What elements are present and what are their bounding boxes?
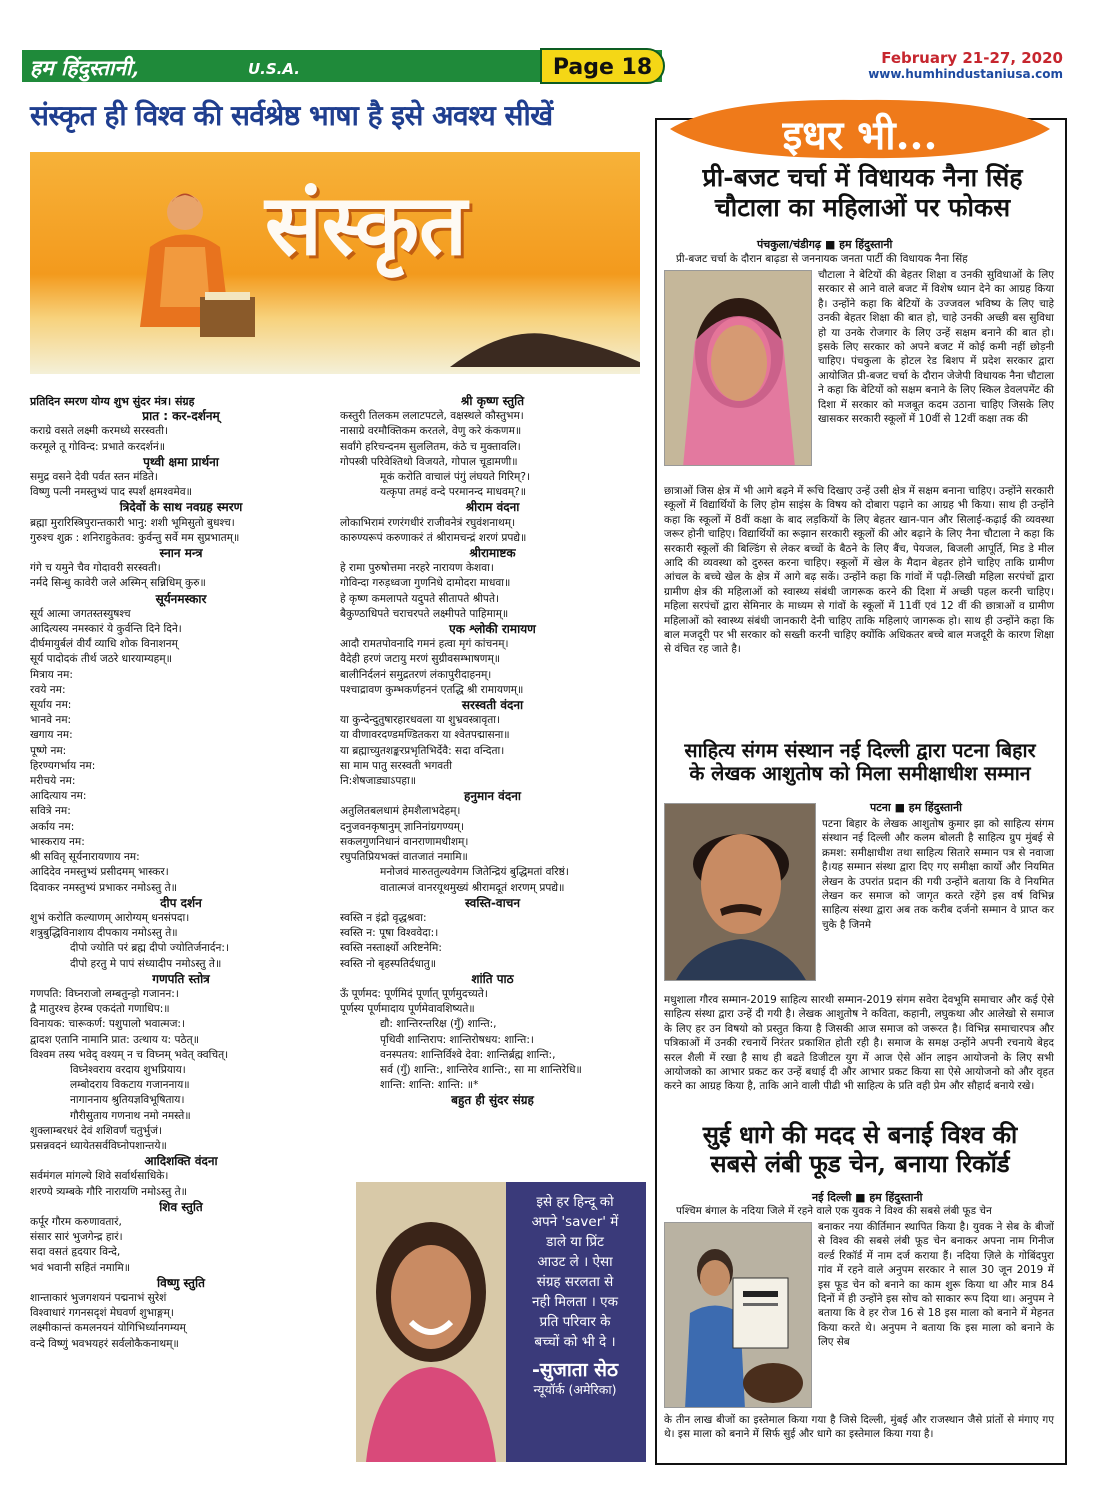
mantra-line: गोपस्त्री परिवेश्तिथो विजयते, गोपाल चूडामणी॥: [340, 455, 518, 468]
section-heading: दीप दर्शन: [160, 895, 202, 910]
record-holder-photo-icon: [665, 1223, 812, 1408]
naina-chautala-photo: [664, 270, 812, 466]
mantra-line: दीपो ज्योति परं ब्रह्म दीपो ज्योतिर्जनार्दन:।: [70, 942, 230, 955]
mantra-line: नागाननाय श्रुतियज्ञविभूषिताय।: [70, 1094, 185, 1107]
mantra-line: वैदेही हरणं जटायु मरणं सुग्रीवसम्भाषणम्॥: [340, 653, 501, 666]
mantra-line: गणपति: विघ्नराजो लम्बतुन्ड़ो गजानन:।: [30, 987, 179, 1000]
mantra-line: पृथिवी शान्तिराप: शान्तिरोषधय: शान्ति:।: [380, 1033, 534, 1046]
section-heading: एक श्लोकी रामायण: [449, 622, 536, 637]
mantra-line: कस्तुरी तिलकम ललाटपटले, वक्षस्थले कौस्तुभम।: [340, 410, 524, 423]
section-heading: आदिशक्ति वंदना: [144, 1154, 218, 1169]
mantra-line: वातात्मजं वानरयूथमुख्यं श्रीरामदूतं शरणम् प्रपद्ये॥: [380, 881, 565, 894]
mantra-line: शत्रुबुद्धिविनाशाय दीपकाय नमोऽस्तु ते॥: [30, 927, 178, 940]
mantra-line: मूकं करोति वाचालं पंगुं लंघयते गिरिम्?।: [380, 471, 530, 484]
section-heading: विष्णु स्तुति: [157, 1275, 205, 1290]
mantra-line: स्वस्ति न इंद्रो वृद्धश्रवा:: [340, 911, 427, 924]
article-1-dateline: पंचकुला/चंडीगढ़ ■ हम हिंदुस्तानी: [757, 238, 893, 251]
section-heading: त्रिदेवों के साथ नवग्रह स्मरण: [119, 500, 243, 515]
mantra-line: सकलगुणनिधानं वानराणामधीशम्।: [340, 835, 469, 848]
mantra-line: नर्मदे सिन्धु कावेरी जले अस्मिन् सन्निधिम् कुरु॥: [30, 577, 206, 590]
mantra-line: करमूले तू गोविन्द: प्रभाते करदर्शनं॥: [30, 440, 166, 453]
mantra-line: कराग्रे वसते लक्ष्मी करमध्ये सरस्वती।: [30, 425, 168, 438]
section-heading: सरस्वती वंदना: [461, 698, 524, 713]
mantra-line: आदिदेव नमस्तुभ्यं प्रसीदमम् भास्कर।: [30, 866, 169, 879]
mantra-line: अर्काय नम:: [30, 820, 75, 833]
mantra-line: हे कृष्ण कमलापते यदुपते सीतापते श्रीपते।: [340, 592, 500, 605]
promo-author: -सुजाता सेठ: [532, 1359, 618, 1381]
section-heading: बहुत ही सुंदर संग्रह: [451, 1093, 534, 1108]
mantra-line: या वीणावरदण्डमण्डितकरा या श्वेतपद्मासना॥: [340, 729, 510, 742]
mantra-line: सदा वसतं हृदयार विन्दे,: [30, 1246, 121, 1259]
article-3-body-side: बनाकर नया कीर्तिमान स्थापित किया है। युवक ने सेब के बीजों से विश्व की सबसे लंबी फूड चेन बनाकर अपना नाम गिनीज वर्ल्ड रिकॉर्ड में नाम दर्ज कराया हैं। नदिया ज़िले के गोबिंदपुरा गांव में रहने वाले अनुपम सरकार ने साल 30 जून 2019 में इस फूड चेन को बनाने का काम शुरू किया था और मात्र 84 दिनों में ही उन्होंने इस सोच को साकार रूप दिया था। अनुपम ने बताया कि वे हर रोज 16 से 18 इस माला को बनाने में मेहनत किया करते थे। अनुपम ने बताया कि इस माला को बनाने के लिए सेब: [818, 1221, 1054, 1349]
article-3-title-line-2: सबसे लंबी फूड चेन, बनाया रिकॉर्ड: [710, 1148, 1010, 1178]
mantra-line: सूर्य आत्मा जगतस्तस्युषश्च: [30, 607, 131, 620]
article-2-body: मधुशाला गौरव सम्मान-2019 साहित्य सारथी सम्मान-2019 संगम सवेरा देवभूमि समाचार और कई ऐसे साहित्य संस्था द्वारा उन्हें दी गयी है। लेखक आशुतोष ने कविता, कहानी, लघुकथा और आलेखो से समाज के लिए हर उन विषयो को प्रस्तुत किया है जिसकी आज समाज को जरूरत है। विभिन्न समाचारपत्र और पत्रिकाओं में उनकी रचनायें निरंतर प्रकाशित होती रही है। समाज के समक्ष उन्होंने अपनी रचनाये बेहद सरल शैली में रखा है साथ ही बढते डिजीटल युग में आज ऐसे ऑन लाइन आयोजनो के लिए सभी आयोजको का आभार प्रकट कर उन्हें बधाई दी और आभार प्रकट किया सा ऐसे आयोजनो को और वृहत करने का आग्रह किया है, ताकि आने वाली पीढी भी साहित्य के प्रति वही प्रेम और सौहार्द बनाये रखे।: [664, 994, 1054, 1093]
promo-place: न्यूयॉर्क (अमेरिका): [533, 1382, 617, 1397]
mantra-line: दनुजवनकृषानुम् ज्ञानिनांग्रगण्यम्।: [340, 820, 464, 833]
mantra-line: अतुलितबलधामं हेमशैलाभदेहम्।: [340, 805, 461, 818]
mantra-line: सर्वमंगल मांगल्ये शिवे सर्वार्थसाधिके।: [30, 1170, 169, 1183]
mantra-line: शान्ताकारं भुजगशयनं पद्मनाभं सुरेशं: [30, 1291, 167, 1304]
mantra-line: या ब्रह्माच्युतशङ्करप्रभृतिभिर्देवै: सदा वन्दिता।: [340, 744, 505, 757]
mantra-line: स्वस्ति न: पूषा विश्ववेदा:।: [340, 927, 439, 940]
person-photo-icon: [665, 804, 816, 981]
article-2-title-line-2: के लेखक आशुतोष को मिला समीक्षाधीश सम्मान: [689, 762, 1031, 786]
mantra-line: स्वस्ति नस्तार्क्ष्यो अरिष्टनेमि:: [340, 942, 442, 955]
mantra-line: हे रामा पुरुषोत्तमा नरहरे नारायण केशवा।: [340, 562, 494, 575]
promo-line: संग्रह सरलता से: [536, 1274, 614, 1290]
mantra-line: विघ्नेश्वराय वरदाय शुभप्रियाय।: [70, 1063, 186, 1076]
mantra-line: सर्वांगे हरिचन्दनम सुललितम, कंठे च मुक्तावलि।: [340, 440, 521, 453]
section-heading: हनुमान वंदना: [464, 789, 521, 804]
page-number: Page 18: [540, 48, 665, 84]
mantra-line: विश्वम तस्य भवेद् वश्यम् न च विघ्नम् भवेत् क्वचित्।: [30, 1048, 229, 1061]
mantra-line: आदित्यस्य नमस्कारं ये कुर्वन्ति दिने दिने।: [30, 623, 182, 636]
article-3-lead: पश्चिम बंगाल के नदिया जिले में रहने वाले एक युवक ने विश्व की सबसे लंबी फूड चेन: [676, 1205, 992, 1217]
promo-line: डाले या प्रिंट: [546, 1234, 604, 1250]
mantra-line: शुभं करोति कल्याणम् आरोग्यम् धनसंपदा।: [30, 911, 190, 924]
article-2-dateline: पटना ■ हम हिंदुस्तानी: [870, 801, 962, 814]
mantra-line: नासाग्रे वरमौक्तिकम करतले, वेणु करे कंकणम॥: [340, 425, 522, 438]
main-headline: संस्कृत ही विश्व की सर्वश्रेष्ठ भाषा है इसे अवश्य सीखें: [30, 99, 553, 132]
mantra-line: श्री सवितृ सूर्यनारायणाय नम:: [30, 851, 140, 864]
section-heading: स्नान मन्त्र: [159, 546, 203, 561]
mantra-line: यत्कृपा तमहं वन्दे परमानन्द माधवम्?॥: [380, 486, 527, 499]
sanskrit-banner-image: [30, 152, 640, 374]
article-2-title-line-1: साहित्य संगम संस्थान नई दिल्ली द्वारा पटना बिहार: [684, 739, 1036, 762]
mantra-line: शरण्ये त्र्यम्बके गौरि नारायणि नमोऽस्तु ते॥: [30, 1185, 188, 1198]
mantra-line: आदौ रामतपोवनादि गमनं हत्वा मृगं कांचनम्।: [340, 638, 509, 651]
mantra-line: दीर्घमायुर्बलं वीर्यं व्याधि शोक विनाशनम्: [30, 638, 178, 651]
collection-heading: प्रतिदिन स्मरण योग्य शुभ सुंदर मंत्र। संग्रह: [30, 395, 195, 408]
article-1-title: [665, 163, 1060, 223]
mantra-line: संसार सारं भुजगेन्द्र हारं।: [30, 1231, 123, 1244]
promo-line: इसे हर हिन्दू को: [536, 1194, 614, 1210]
mantra-line: लम्बोदराय विकटाय गजाननाय॥: [70, 1079, 190, 1092]
mantra-line: गंगे च यमुने चैव गोदावरी सरस्वती।: [30, 562, 161, 575]
promo-line: नही मिलता । एक: [532, 1294, 618, 1310]
mantra-line: कारुण्यरूपं करुणाकरं तं श्रीरामचन्द्रं शरणं प्रपद्ये॥: [340, 531, 527, 544]
mantra-line: समुद्र वसने देवी पर्वत स्तन मंडिते।: [30, 471, 158, 484]
mantra-line: गुरुश्च शुक्र : शनिराहुकेतव: कुर्वन्तु सर्वे मम सुप्रभातम्॥: [30, 531, 240, 544]
mantra-line: स्वस्ति नो बृहस्पतिर्दधातु॥: [340, 957, 437, 970]
mantra-line: सा माम पातु सरस्वती भगवती: [340, 759, 452, 772]
mantra-line: पश्चाद्रावण कुम्भकर्णहननं एतद्धि श्री रामायणम्॥: [340, 683, 524, 696]
mantra-column-2: [340, 394, 645, 1109]
mantra-line: लक्ष्मीकान्तं कमलनयनं योगिभिर्ध्यानगम्यम्: [30, 1322, 186, 1335]
mantra-line: द्यौ: शान्तिरन्तरिक्ष (गुँ) शान्ति:,: [380, 1018, 497, 1031]
article-3-dateline: नई दिल्ली ■ हम हिंदुस्तानी: [812, 1191, 923, 1204]
section-banner: [660, 98, 1060, 160]
promo-box: [356, 1182, 646, 1462]
mantra-line: विष्णु पत्नी नमस्तुभ्यं पाद स्पर्शं क्षमश्वमेव॥: [30, 486, 192, 499]
mantra-line: मरीचये नम:: [30, 775, 76, 788]
article-3-title-line-1: सुई धागे की मदद से बनाई विश्व की: [702, 1120, 1018, 1149]
mantra-line: गौरीसुताय गणनाथ नमो नमस्ते॥: [70, 1109, 191, 1122]
section-heading: पृथ्वी क्षमा प्रार्थना: [143, 454, 219, 469]
article-2-title: [660, 739, 1060, 786]
article-3-body: के तीन लाख बीजों का इस्तेमाल किया गया है जिसे दिल्ली, मुंबई और राजस्थान जैसे प्रांतों से मंगाए गए थे। इस माला को बनाने में सिर्फ सुई और धागे का इस्तेमाल किया गया है।: [664, 1414, 1054, 1441]
mantra-line: भास्कराय नम:: [30, 835, 85, 848]
article-1-lead: प्री-बजट चर्चा के दौरान बाढ़डा से जननायक जनता पार्टी की विधायक नैना सिंह: [676, 253, 968, 265]
section-title: इधर भी...: [782, 112, 938, 159]
person-photo-icon: [665, 271, 812, 466]
mantra-line: भानवे नम:: [30, 714, 72, 727]
newspaper-country: U.S.A.: [248, 60, 300, 78]
mantra-line: आदित्याय नम:: [30, 790, 87, 803]
mantra-line: दिवाकर नमस्तुभ्यं प्रभाकर नमोऽस्तु ते॥: [30, 881, 178, 894]
promo-line: प्रति परिवार के: [539, 1314, 611, 1330]
ashutosh-photo: [664, 803, 816, 981]
mantra-line: नि:शेषजाड्याऽपहा॥: [340, 775, 417, 788]
website-link[interactable]: www.humhindustaniusa.com: [868, 67, 1063, 81]
mantra-line: या कुन्देन्दुतुषारहारधवला या शुभ्रवस्त्रावृता।: [340, 714, 501, 727]
mantra-line: विनायक: चारूकर्ण: पशुपालो भवात्मज:।: [30, 1018, 186, 1031]
mantra-line: वन्दे विष्णुं भवभयहरं सर्वलोकैकनाथम्॥: [30, 1337, 179, 1350]
mantra-line: शुक्लाम्बरधरं देवं शशिवर्णं चतुर्भुजं।: [30, 1124, 162, 1137]
promo-line: अपने 'saver' में: [531, 1214, 619, 1230]
section-heading: सूर्यनमस्कार: [155, 591, 207, 606]
mantra-line: विश्वाधारं गगनसदृशं मेघवर्ण शुभाङ्गम्।: [30, 1307, 174, 1320]
mantra-line: बैकुण्ठाधिपते चराचरपते लक्ष्मीपते पाहिमाम्॥: [340, 607, 509, 620]
mantra-line: बालीनिर्दलनं समुद्रतरणं लंकापुरीदाहनम्।: [340, 668, 492, 681]
promo-message: [508, 1192, 642, 1400]
mantra-column-1: [30, 394, 332, 1352]
island-icon: [450, 317, 640, 367]
article-1-body: छात्राओं जिस क्षेत्र में भी आगे बढ़ने में रूचि दिखाए उन्हें उसी क्षेत्र में सक्षम बनाना चाहिए। उन्होंने सरकारी स्कूलों में विद्यार्थियों के लिए होम साइंस के विषय को दोबारा पढ़ाने का आग्रह भी किया। साथ ही उन्होंने कहा कि स्कूलों में 8वीं कक्षा के बाद लड़कियों के लिए बेहतर खान-पान और सिलाई-कढ़ाई की व्यवस्था जरूर होनी चाहिए। विद्यार्थियों का रूझान सरकारी स्कूलों की ओर बढ़ाने के लिए नैना चौटाला ने कहा कि सरकारी स्कूलों की बिल्डिंग से लेकर बच्चों के बैठने के लिए बैंच, पेयजल, बिजली आपूर्ति, मिड डे मील आदि की व्यवस्था को दुरुस्त करना चाहिए। स्कूलों में खेल के मैदान बेहतर होने चाहिए ताकि ग्रामीण आंचल के बच्चे खेल के क्षेत्र में आगे बढ़ सकें। उन्होंने कहा कि गांवों में पढ़ी-लिखी महिला सरपंचों द्वारा ग्रामीण क्षेत्र की महिलाओं को स्वास्थ्य संबंधी जागरूक करने की दिशा में अच्छी पहल करनी चाहिए। महिला सरपंचों द्वारा सेमिनार के माध्यम से गांवों के स्कूलों में 11वीं एवं 12 वीं की छात्राओं व ग्रामीण महिलाओं को स्वास्थ्य संबंधी जानकारी देनी चाहिए ताकि महिलाएं जागरूक हो। साथ ही उन्होंने कहा कि बाल मजदूरी पर भी सरकार को सख्ती करनी चाहिए क्योंकि अधिकतर बच्चे बाल मजदूरी के कारण शिक्षा से वंचित रह जाते है।: [664, 485, 1054, 656]
mantra-line: ब्रह्मा मुरारिस्त्रिपुरान्तकारी भानु: शशी भूमिसुतो बुधश्च।: [30, 516, 235, 529]
section-heading: श्रीराम वंदना: [465, 500, 520, 515]
mantra-line: मित्राय नम:: [30, 668, 73, 681]
mantra-line: गोविन्दा गरुड़ध्वजा गुणनिधे दामोदरा माधवा॥: [340, 577, 511, 590]
section-heading: प्रात : कर-दर्शनम्: [142, 409, 220, 424]
mantra-line: प्रसन्नवदनं ध्यायेतसर्वविघ्नोपशान्तये॥: [30, 1139, 167, 1152]
mantra-line: सवित्रे नम:: [30, 805, 71, 818]
newspaper-title: हम हिंदुस्तानी,: [30, 55, 139, 80]
banner-sanskrit-word: संस्कृत: [265, 175, 467, 274]
mantra-line: दीपो हरतु मे पापं संध्यादीप नमोऽस्तु ते॥: [70, 957, 222, 970]
mantra-line: सूर्य पादोदकं तीर्थ जठरे धारयाम्यहम्॥: [30, 653, 172, 666]
mantra-line: रघुपतिप्रियभक्तं वातजातं नमामि॥: [340, 851, 468, 864]
mantra-line: लोकाभिरामं रणरंगधीरं राजीवनेत्रं रघुवंशनाथम्।: [340, 516, 516, 529]
mantra-line: द्वादश एतानि नामानि प्रात: उत्थाय य: पठेत्॥: [30, 1033, 200, 1046]
mantra-line: सूर्याय नम:: [30, 699, 72, 712]
section-heading: श्रीरामाष्टक: [469, 546, 516, 561]
mantra-line: कर्पूर गौरम करुणावतारं,: [30, 1215, 122, 1228]
mantra-line: पूर्णस्य पूर्णमादाय पूर्णमेवावशिष्यते॥: [340, 1003, 475, 1016]
article-3-title: [660, 1121, 1060, 1179]
mantra-line: हिरण्यगर्भाय नम:: [30, 759, 96, 772]
anupam-record-photo: [664, 1222, 812, 1408]
mantra-line: द्वै मातुरश्च हेरम्ब एकदंतो गणाधिप:॥: [30, 1003, 170, 1016]
sage-writing-icon: [110, 177, 260, 357]
mantra-line: सर्व (गुँ) शान्ति:, शान्तिरेव शान्ति:, सा मा शान्तिरेधि॥: [380, 1063, 582, 1076]
promo-line: आउट ले । ऐसा: [537, 1254, 613, 1270]
section-heading: श्री कृष्ण स्तुति: [460, 394, 525, 408]
mantra-line: रवये नम:: [30, 683, 66, 696]
mantra-line: पूष्णे नम:: [30, 744, 67, 757]
promo-line: बच्चों को भी दे ।: [534, 1334, 616, 1350]
article-1-body-side: चौटाला ने बेटियों की बेहतर शिक्षा व उनकी सुविधाओं के लिए सरकार से आने वाले बजट में विशेष ध्यान देने का आग्रह किया है। उन्होंने कहा कि बेटियों के उज्जवल भविष्य के लिए चाहे उनकी बेहतर शिक्षा की बात हो, चाहे उनकी अच्छी बस सुविधा हो या उनके रोजगार के लिए उन्हें सक्षम बनाने की बात हो। इसके लिए सरकार को अपने बजट में कोई कमी नहीं छोड़नी चाहिए। पंचकुला के होटल रेड बिशप में प्रदेश सरकार द्वारा आयोजित प्री-बजट चर्चा के दौरान जेजेपी विधायक नैना चौटाला ने कहा कि बेटियों को सक्षम बनाने के लिए स्किल डेवलपमेंट की दिशा में सरकार को मजबूत कदम उठाना चाहिए जिसके लिए खासकर सरकारी स्कूलों में 10वीं से 12वीं कक्षा तक की: [818, 269, 1054, 426]
mantra-line: खगाय नम:: [30, 729, 73, 742]
author-photo: [356, 1182, 506, 1462]
article-1-title-line-2: चौटाला का महिलाओं पर फोकस: [714, 193, 1011, 222]
mantra-line: मनोजवं मारुततुल्यवेगम जितेन्द्रियं बुद्धिमतां वरिष्ठं।: [380, 866, 569, 879]
mantra-line: ऊँ पूर्णमद: पूर्णमिदं पूर्णात् पूर्णमुदच्यते।: [340, 987, 488, 1000]
mantra-line: शान्ति: शान्ति: शान्ति: ॥*: [380, 1079, 479, 1092]
section-heading: स्वस्ति-वाचन: [465, 895, 520, 910]
mantra-line: वनस्पतय: शान्तिर्विश्वे देवा: शान्तिर्ब्रह्म शान्ति:,: [380, 1048, 556, 1061]
article-1-title-line-1: प्री-बजट चर्चा में विधायक नैना सिंह: [702, 163, 1023, 192]
section-heading: गणपति स्तोत्र: [152, 971, 210, 986]
section-heading: शांति पाठ: [471, 971, 514, 986]
mantra-line: भवं भवानी सहितं नमामि॥: [30, 1261, 131, 1274]
section-heading: शिव स्तुति: [159, 1199, 203, 1214]
issue-date: February 21-27, 2020: [881, 49, 1063, 67]
article-2-body-side: पटना बिहार के लेखक आशुतोष कुमार झा को साहित्य संगम संस्थान नई दिल्ली और कलम बोलती है साहित्य ग्रुप मुंबई से क्रमश: समीक्षाधीश तथा साहित्य सितारे सम्मान पत्र से नवाजा है।यह सम्मान संस्था द्वारा दिए गए समीक्षा कार्यो और नियमित लेखन के उपरांत प्रदान की गयी उन्होंने बताया कि वे नियमित लेखन कर समाज को जागृत करते रहेंगे इस वर्ष विभिन्न साहित्य संस्था द्वारा अब तक करीब दर्जनो सम्मान वे प्राप्त कर चुके है जिनमे: [822, 818, 1054, 931]
